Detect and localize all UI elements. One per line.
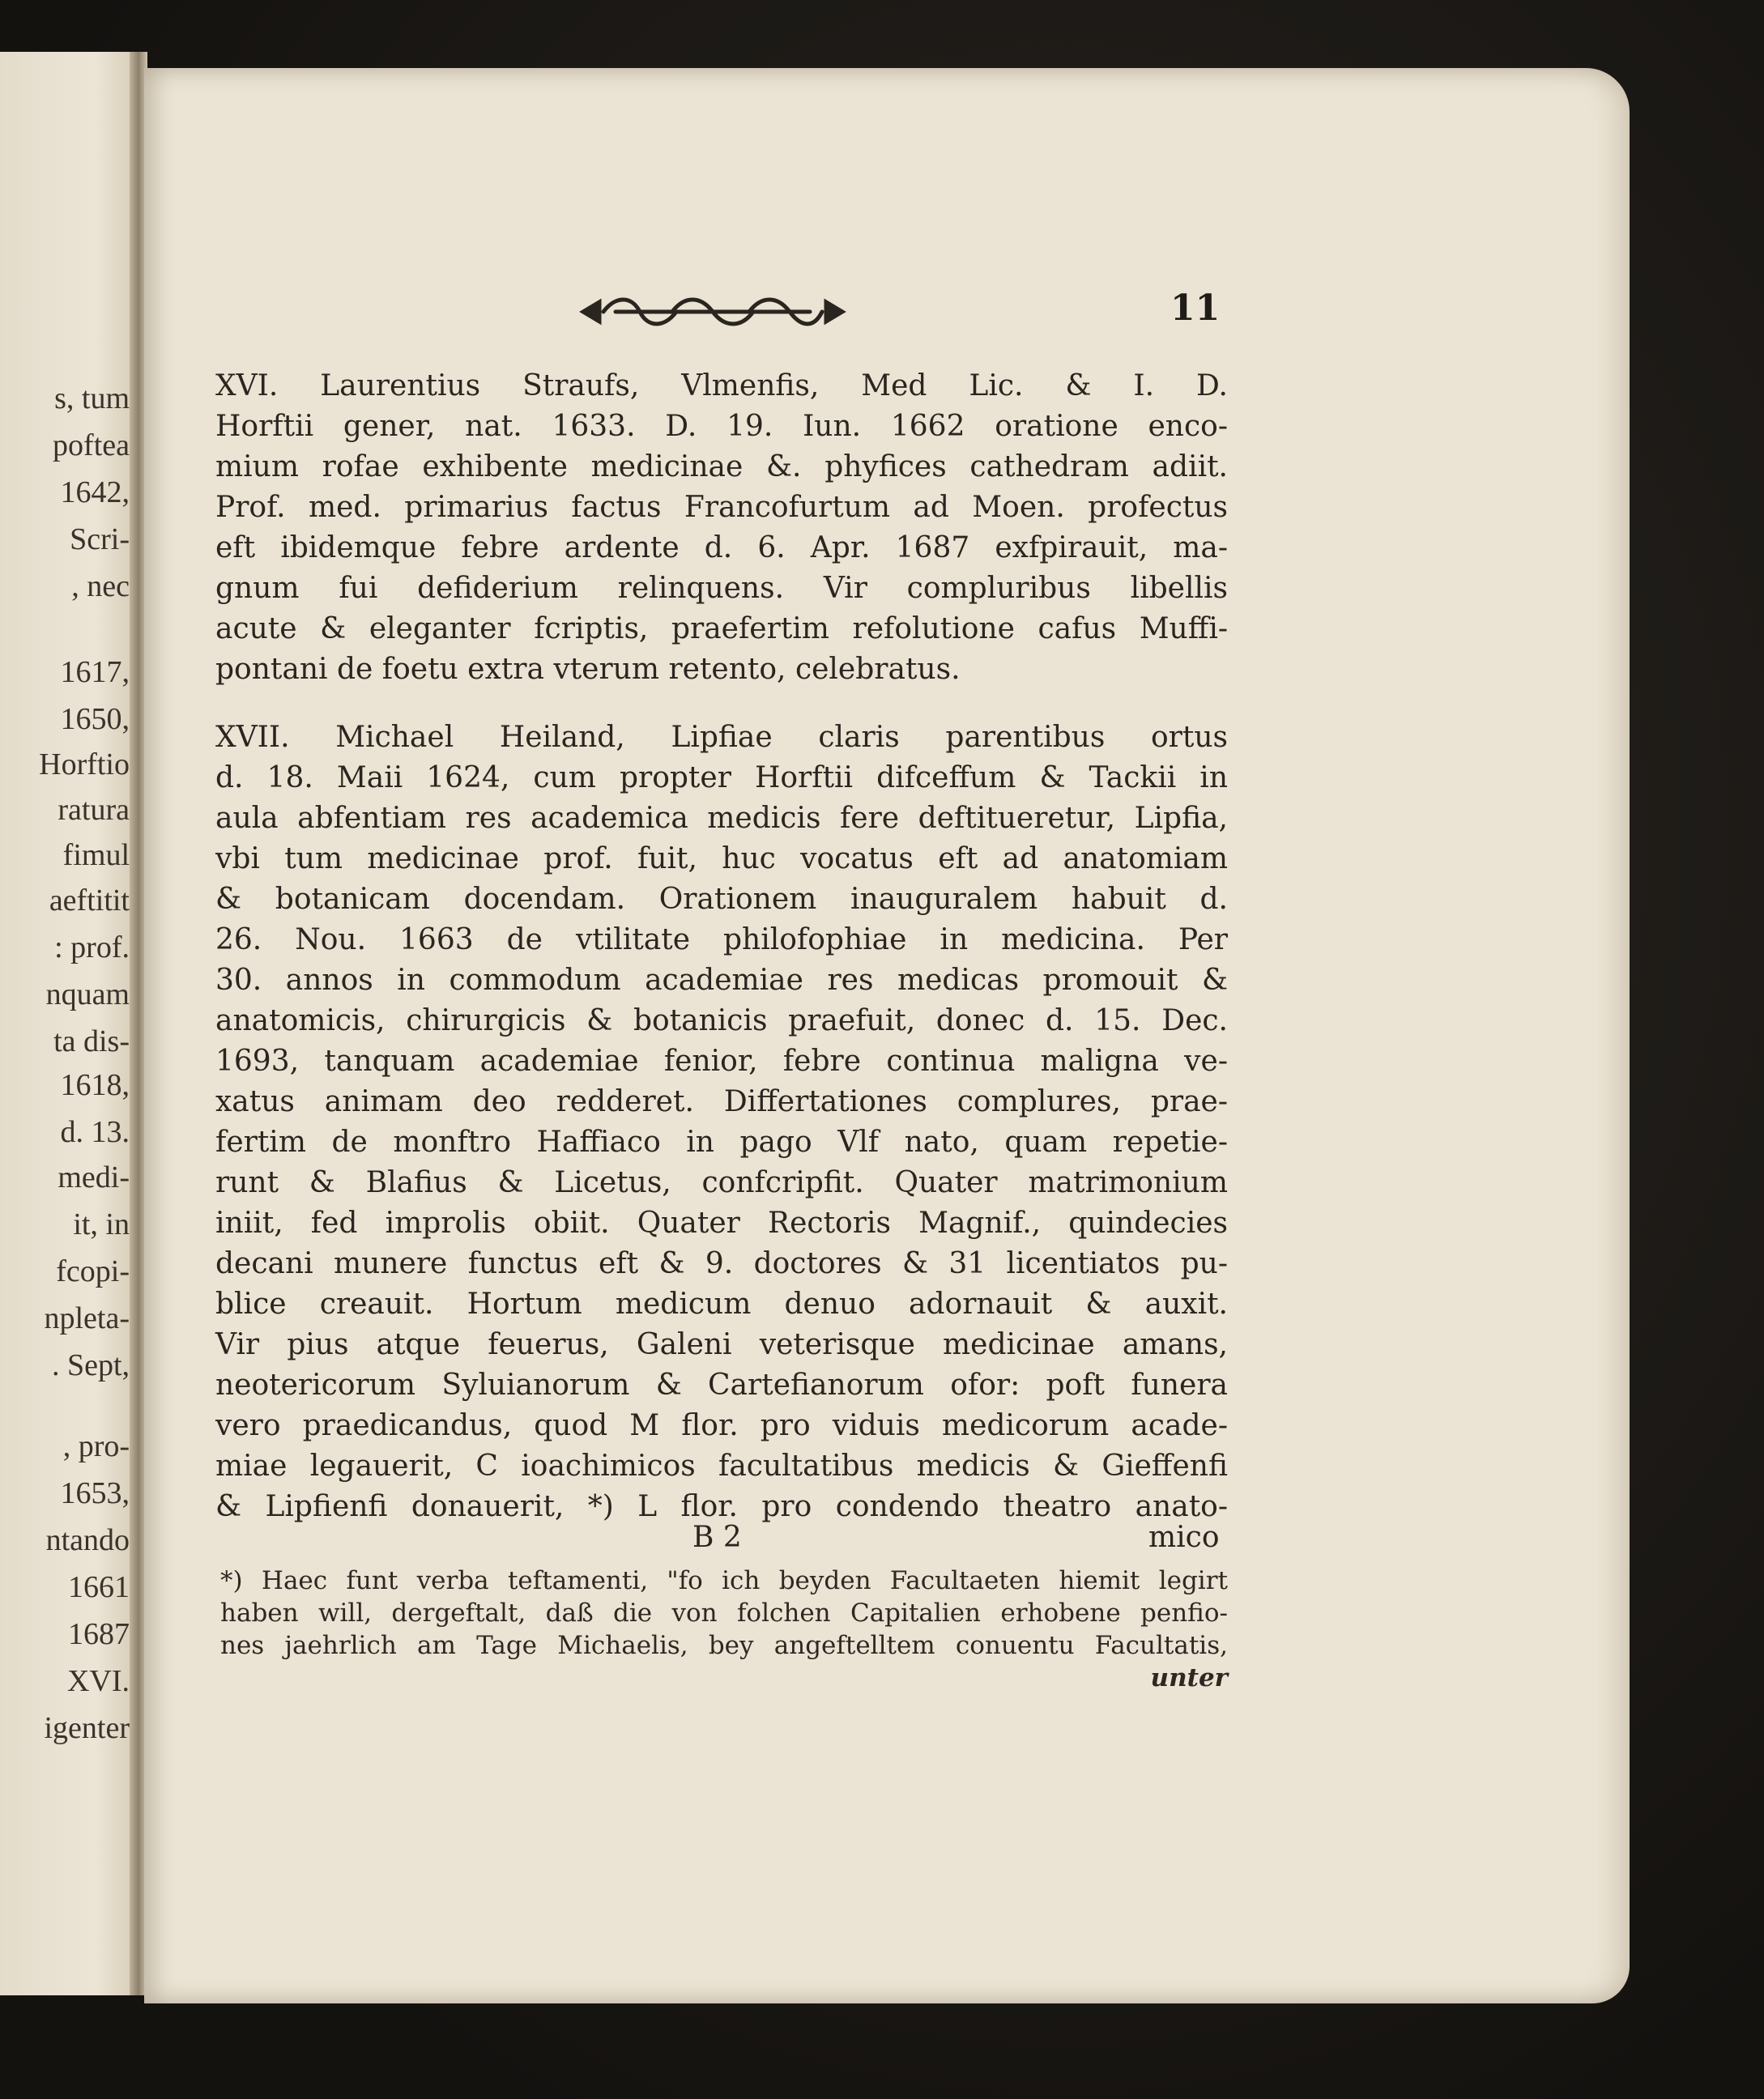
footnote-line: *) Haec funt verba teftamenti, "fo ich beyden Facultaeten hiemit legirt: [220, 1566, 1228, 1595]
text-line: eft ibidemque febre ardente d. 6. Apr. 1687 exfpirauit, ma-: [215, 531, 1228, 564]
page-number: 11: [1170, 287, 1221, 329]
text-line: & botanicam docendam. Orationem inauguralem habuit d.: [215, 883, 1228, 916]
text-line: mium rofae exhibente medicinae &. phyfices cathedram adiit.: [215, 450, 1228, 483]
text-line: xatus animam deo redderet. Differtationes complures, prae-: [215, 1085, 1228, 1118]
text-line: d. 18. Maii 1624, cum propter Horftii difceffum & Tackii in: [215, 761, 1228, 794]
left-page-fragment: aeftitit: [49, 883, 130, 918]
text-line: pontani de foetu extra vterum retento, celebratus.: [215, 653, 961, 686]
left-page-fragment: . Sept,: [51, 1348, 130, 1382]
text-line: aula abfentiam res academica medicis fere deftitueretur, Lipfia,: [215, 802, 1228, 835]
left-page-fragment: Scri-: [70, 522, 130, 556]
left-page-fragment: d. 13.: [60, 1115, 130, 1149]
left-page-fragment: 1650,: [60, 702, 130, 736]
left-page-fragment: , nec: [71, 569, 130, 603]
left-page-fragment: npleta-: [44, 1301, 130, 1335]
text-line: Prof. med. primarius factus Francofurtum ad Moen. profectus: [215, 491, 1228, 524]
left-page-fragment: : prof.: [54, 930, 130, 964]
text-line: blice creauit. Hortum medicum denuo adornauit & auxit.: [215, 1288, 1228, 1321]
text-line: anatomicis, chirurgicis & botanicis praefuit, donec d. 15. Dec.: [215, 1004, 1228, 1037]
text-line: miae legauerit, C ioachimicos facultatibus medicis & Gieffenfi: [215, 1450, 1228, 1483]
left-page-fragment: ntando: [45, 1523, 130, 1557]
text-line: fertim de monftro Haffiaco in pago Vlf nato, quam repetie-: [215, 1126, 1228, 1159]
left-page-fragment: 1617,: [60, 655, 130, 689]
footnote-line: haben will, dergeftalt, daß die von folchen Capitalien erhobene penfio-: [220, 1599, 1228, 1628]
text-line: Vir pius atque feuerus, Galeni veterisque medicinae amans,: [215, 1328, 1228, 1361]
signature-mark: B 2: [692, 1521, 742, 1554]
catchword: mico: [1148, 1521, 1220, 1554]
text-line: 30. annos in commodum academiae res medicas promouit &: [215, 964, 1228, 997]
text-line: vbi tum medicinae prof. fuit, huc vocatus eft ad anatomiam: [215, 842, 1228, 875]
left-page-fragment: poftea: [53, 428, 130, 462]
left-page-fragment: medi-: [58, 1160, 130, 1194]
footnote-line: nes jaehrlich am Tage Michaelis, bey angeftelltem conuentu Facultatis,: [220, 1631, 1228, 1660]
left-page-fragment: 1661: [68, 1570, 130, 1604]
left-page-fragment: fimul: [62, 838, 130, 872]
text-line: neotericorum Syluianorum & Cartefianorum ofor: poft funera: [215, 1369, 1228, 1402]
left-page-fragment: Horftio: [39, 747, 130, 781]
text-line: vero praedicandus, quod M flor. pro viduis medicorum acade-: [215, 1409, 1228, 1442]
text-line: acute & eleganter fcriptis, praefertim refolutione cafus Muffi-: [215, 612, 1228, 645]
text-line: runt & Blafius & Licetus, confcripfit. Quater matrimonium: [215, 1166, 1228, 1199]
left-page-fragment: XVI.: [66, 1664, 130, 1698]
text-line: 26. Nou. 1663 de vtilitate philofophiae in medicina. Per: [215, 923, 1228, 956]
left-page-fragment: , pro-: [62, 1429, 130, 1463]
left-page-edge: [0, 52, 136, 1995]
left-page-fragment: ratura: [58, 793, 130, 827]
left-page-fragment: nquam: [45, 977, 130, 1011]
footnote: [220, 1565, 1228, 1694]
left-page-fragment: 1642,: [60, 475, 130, 509]
text-line: XVI. Laurentius Straufs, Vlmenfis, Med Lic. & I. D.: [215, 369, 1228, 402]
text-line: decani munere functus eft & 9. doctores & 31 licentiatos pu-: [215, 1247, 1228, 1280]
main-text: [215, 366, 1228, 1527]
text-line: XVII. Michael Heiland, Lipfiae claris parentibus ortus: [215, 721, 1228, 754]
left-page-fragment: igenter: [44, 1711, 130, 1745]
text-line: & Lipfienfi donauerit, *) L flor. pro condendo theatro anato-: [215, 1490, 1228, 1523]
paragraph-gap: [215, 690, 1228, 717]
left-page-fragment: s, tum: [54, 381, 130, 415]
left-page-fragment: it, in: [73, 1207, 130, 1241]
header-ornament-icon: [567, 287, 859, 336]
left-page-fragment: 1653,: [60, 1476, 130, 1510]
text-line: gnum fui defiderium relinquens. Vir compluribus libellis: [215, 572, 1228, 605]
text-line: Horftii gener, nat. 1633. D. 19. Iun. 1662 oratione enco-: [215, 410, 1228, 443]
left-page-fragment: ta dis-: [53, 1024, 130, 1058]
text-line: iniit, fed improlis obiit. Quater Rectoris Magnif., quindecies: [215, 1207, 1228, 1240]
text-line: 1693, tanquam academiae fenior, febre continua maligna ve-: [215, 1045, 1228, 1078]
footnote-catchword: unter: [1150, 1663, 1228, 1692]
left-page-fragment: 1687: [68, 1617, 130, 1651]
left-page-fragment: fcopi-: [56, 1254, 130, 1288]
left-page-fragment: 1618,: [60, 1068, 130, 1102]
